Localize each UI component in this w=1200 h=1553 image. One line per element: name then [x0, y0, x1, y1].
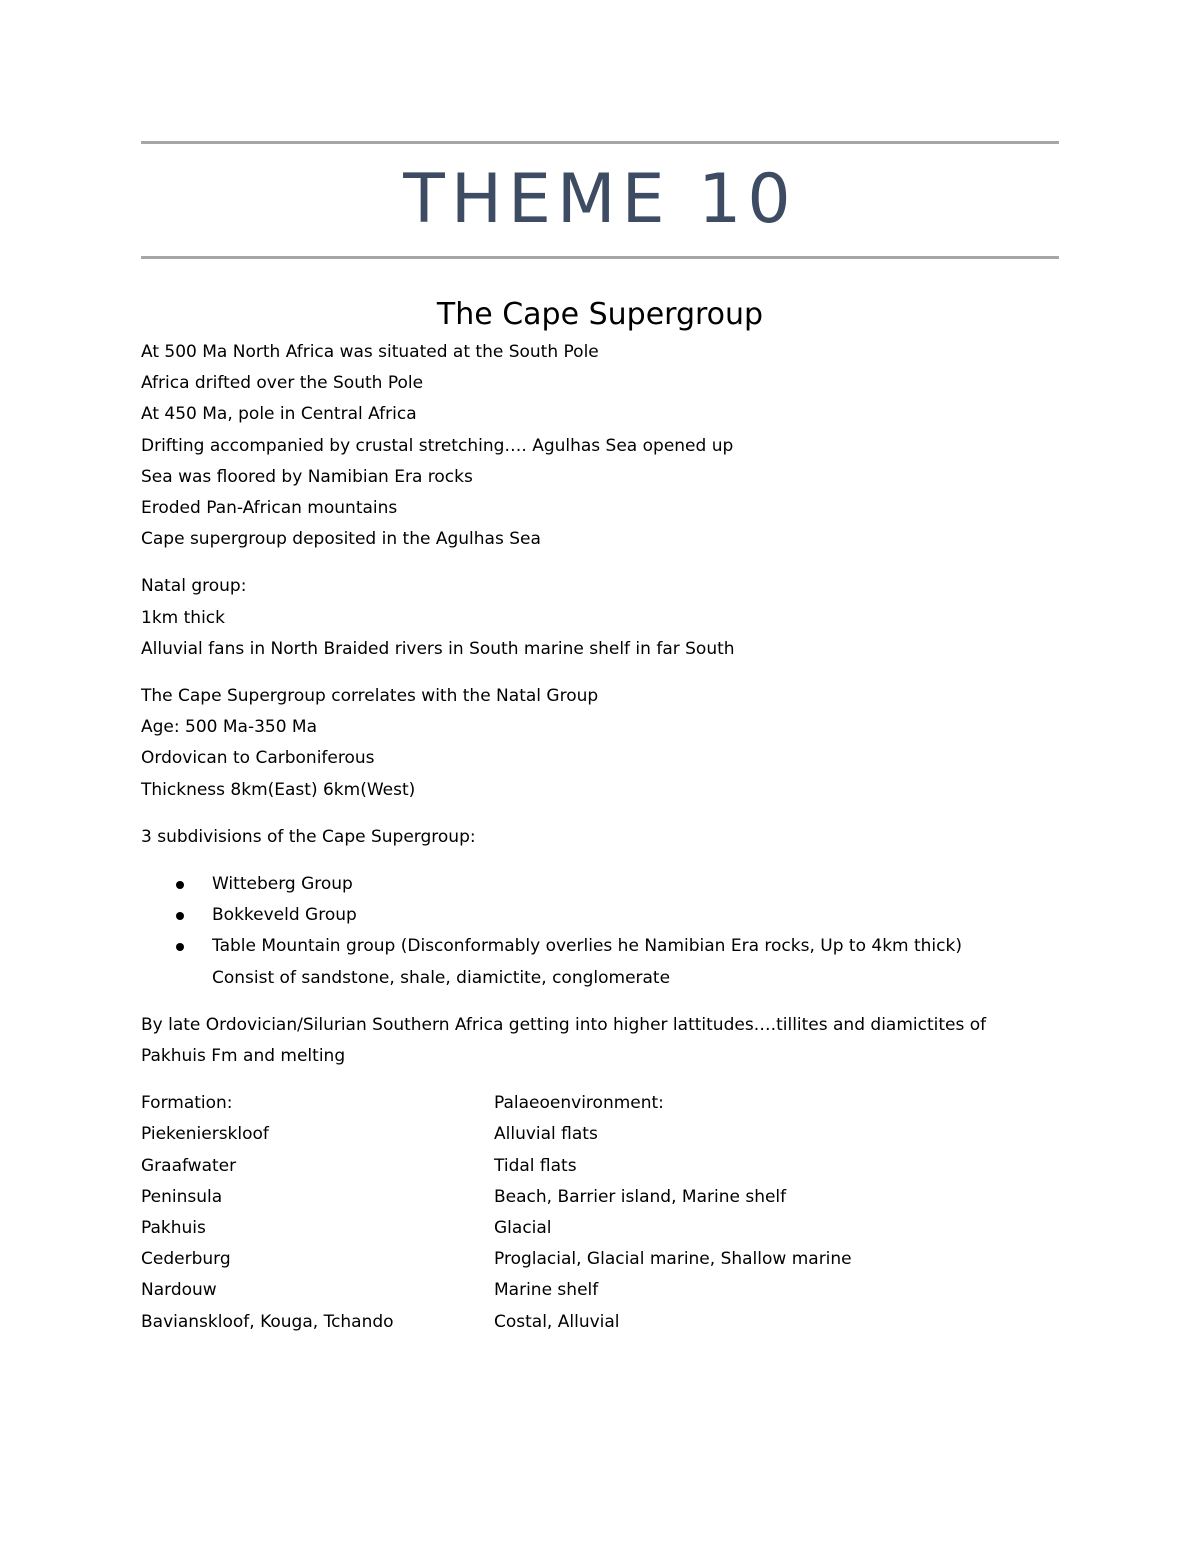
subdivisions-list [141, 869, 1059, 963]
formation-cell: Graafwater [141, 1155, 237, 1176]
formation-cell: Peninsula [141, 1186, 223, 1207]
list-item-text: Table Mountain group (Disconformably overlies he Namibian Era rocks, Up to 4km thick) [212, 936, 962, 957]
text-line: At 450 Ma, pole in Central Africa [141, 404, 417, 425]
environment-cell: Costal, Alluvial [494, 1311, 620, 1332]
table-row [141, 1213, 1059, 1244]
formation-cell: Pakhuis [141, 1218, 206, 1239]
document-body [141, 337, 1059, 1338]
bullet-icon [176, 912, 184, 920]
formation-cell: Nardouw [141, 1280, 217, 1301]
text-line: At 500 Ma North Africa was situated at the South Pole [141, 342, 599, 362]
late-ordovician-paragraph: By late Ordovician/Silurian Southern Africa getting into higher lattitudes….tillites and diamictites of Pakhuis Fm and melting [141, 1014, 987, 1067]
text-line: Natal group: [141, 576, 247, 597]
text-line: Africa drifted over the South Pole [141, 373, 424, 394]
list-item-text: Witteberg Group [212, 874, 353, 895]
text-line: Drifting accompanied by crustal stretching…. Agulhas Sea opened up [141, 435, 734, 456]
formation-table [141, 1088, 1059, 1338]
list-item [141, 931, 1059, 962]
formation-cell: Cederburg [141, 1249, 231, 1270]
page-title: THEME 10 [403, 160, 797, 239]
environment-cell: Beach, Barrier island, Marine shelf [494, 1186, 787, 1207]
correlation-paragraph [141, 681, 1059, 806]
table-row [141, 1244, 1059, 1275]
text-line: Sea was floored by Namibian Era rocks [141, 466, 473, 487]
table-row [141, 1151, 1059, 1182]
bullet-icon [176, 881, 184, 889]
text-line: Ordovican to Carboniferous [141, 748, 375, 769]
table-row [141, 1307, 1059, 1338]
title-bottom-rule [141, 256, 1059, 259]
intro-paragraph [141, 337, 1059, 555]
list-item [141, 869, 1059, 900]
list-item [141, 900, 1059, 931]
text-line: Cape supergroup deposited in the Agulhas Sea [141, 529, 541, 550]
natal-paragraph [141, 571, 1059, 665]
table-header-row [141, 1088, 1059, 1119]
text-line: Eroded Pan-African mountains [141, 498, 398, 519]
environment-cell: Proglacial, Glacial marine, Shallow marine [494, 1249, 852, 1270]
subdivisions-section [141, 822, 1059, 994]
list-item-text: Bokkeveld Group [212, 905, 357, 926]
environment-cell: Marine shelf [494, 1280, 599, 1301]
bullet-icon [176, 943, 184, 951]
text-line: Alluvial fans in North Braided rivers in South marine shelf in far South [141, 638, 735, 659]
text-line: 1km thick [141, 607, 225, 628]
environment-cell: Glacial [494, 1218, 552, 1239]
table-row [141, 1182, 1059, 1213]
environment-cell: Alluvial flats [494, 1124, 598, 1145]
formation-cell: Bavianskloof, Kouga, Tchando [141, 1311, 394, 1332]
environment-cell: Tidal flats [494, 1155, 577, 1176]
text-line: The Cape Supergroup correlates with the Natal Group [141, 686, 599, 707]
title-top-rule [141, 141, 1059, 144]
table-row [141, 1119, 1059, 1150]
text-line: Thickness 8km(East) 6km(West) [141, 779, 416, 800]
text-line: Age: 500 Ma-350 Ma [141, 717, 318, 738]
subdivisions-heading: 3 subdivisions of the Cape Supergroup: [141, 826, 476, 847]
list-continuation: Consist of sandstone, shale, diamictite, conglomerate [212, 967, 671, 988]
formation-cell: Piekenierskloof [141, 1124, 269, 1145]
section-heading: The Cape Supergroup [436, 297, 764, 332]
column-header-formation: Formation: [141, 1093, 233, 1114]
table-row [141, 1275, 1059, 1306]
column-header-palaeoenvironment: Palaeoenvironment: [494, 1093, 664, 1114]
